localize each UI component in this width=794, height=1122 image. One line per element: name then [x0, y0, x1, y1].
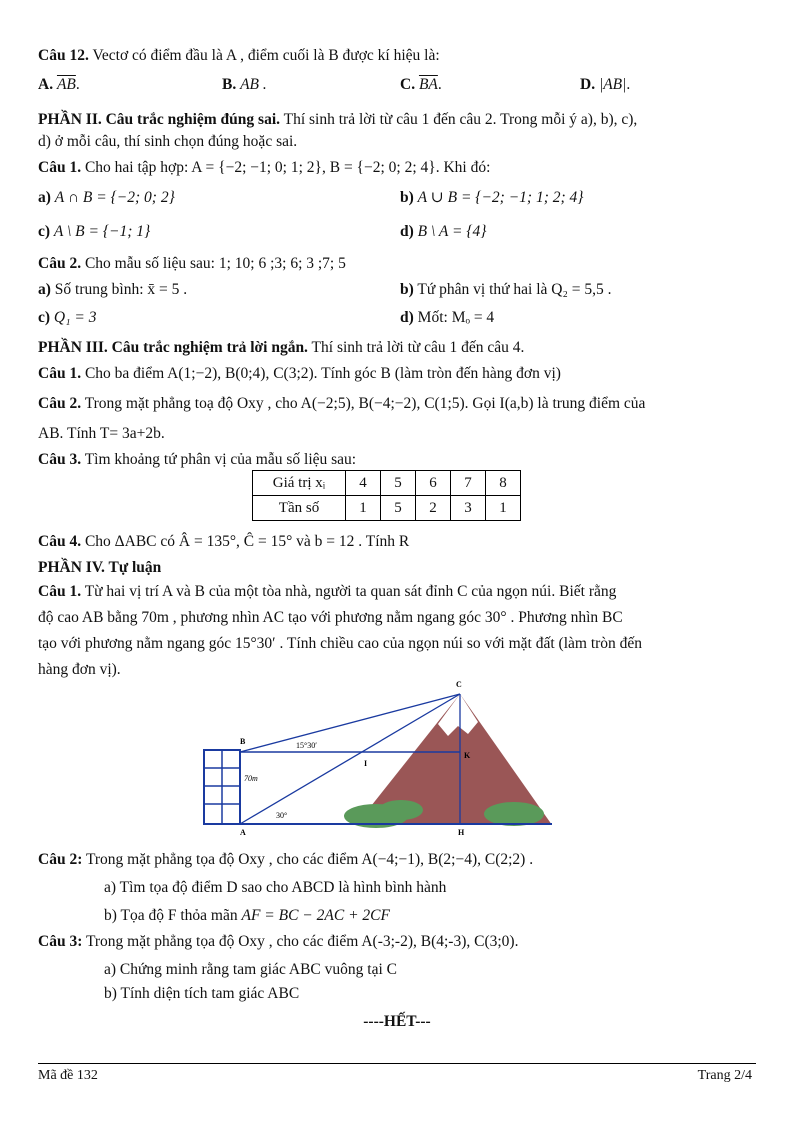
label-h: H: [458, 828, 465, 837]
p4-q1: [38, 582, 752, 602]
table-cell: 5: [381, 471, 416, 496]
part4-title: PHẦN IV. Tự luận: [38, 559, 162, 576]
q12-option-a: [38, 75, 80, 95]
bush-left-2: [379, 800, 423, 820]
part3-intro-text: Thí sinh trả lời từ câu 1 đến câu 4.: [311, 339, 525, 356]
p4-q1-line4: hàng đơn vị).: [38, 661, 121, 678]
p2-q2-c: [38, 308, 96, 328]
option-text: |AB|: [598, 76, 627, 93]
item-key: a): [38, 189, 51, 206]
table-cell: 4: [346, 471, 381, 496]
p3-q1-label: Câu 1.: [38, 365, 82, 382]
table-row: [253, 496, 521, 521]
table-cell: 7: [451, 471, 486, 496]
p4-q1-line2: độ cao AB bằng 70m , phương nhìn AC tạo với phương nằm ngang góc 30° . Phương nhìn BC: [38, 609, 623, 626]
part3-intro: [38, 338, 752, 358]
item-text: B \ A = {4}: [417, 223, 487, 240]
option-text: $\overline{BA}$: [418, 76, 438, 93]
p3-q3-text: Tìm khoảng tứ phân vị của mẫu số liệu sau:: [84, 451, 357, 468]
table-row: [253, 471, 521, 496]
label-1530: 15°30′: [296, 741, 317, 750]
p3-q2: [38, 394, 752, 414]
part2-intro-2: d) ở mỗi câu, thí sinh chọn đúng hoặc sai.: [38, 133, 298, 150]
p2-q2-text: Cho mẫu số liệu sau: 1; 10; 6 ;3; 6; 3 ;7; 5: [84, 255, 346, 272]
p4-q2-label: Câu 2:: [38, 851, 83, 868]
q12-option-b: [222, 75, 267, 95]
option-text: AB .: [240, 76, 267, 93]
item-text: Q₁ = 3: [53, 309, 97, 326]
p4-q2b: [104, 906, 752, 926]
p4-q3b: b) Tính diện tích tam giác ABC: [104, 985, 300, 1002]
q12-text: Vectơ có điểm đầu là A , điểm cuối là B được kí hiệu là:: [92, 47, 440, 64]
item-key: b): [400, 281, 414, 298]
frequency-table: [252, 470, 521, 521]
option-key: A.: [38, 76, 54, 93]
part3-title: PHẦN III. Câu trắc nghiệm trả lời ngắn.: [38, 339, 308, 356]
p4-q1-text: Từ hai vị trí A và B của một tòa nhà, người ta quan sát đỉnh C của ngọn núi. Biết rằng: [84, 583, 617, 600]
label-c: C: [456, 680, 462, 689]
p3-q1: [38, 364, 752, 384]
option-suffix: .: [626, 76, 631, 93]
p4-q3-text: Trong mặt phẳng tọa độ Oxy , cho các điểm A(-3;-2), B(4;-3), C(3;0).: [85, 933, 519, 950]
p4-q3a: a) Chứng minh rằng tam giác ABC vuông tại C: [104, 961, 397, 978]
p3-q2-label: Câu 2.: [38, 395, 82, 412]
q12-line: [38, 46, 752, 66]
p3-q4: [38, 532, 752, 552]
p2-q1-c: [38, 222, 150, 242]
p4-q2-text: Trong mặt phẳng tọa độ Oxy , cho các điểm A(−4;−1), B(2;−4), C(2;2) .: [85, 851, 534, 868]
end-marker: ----HẾT---: [363, 1013, 431, 1030]
option-text: $\overline{AB}$: [56, 76, 76, 93]
p2-q2-a: [38, 280, 187, 300]
item-text: A ∩ B = {−2; 0; 2}: [54, 189, 175, 206]
table-head: Giá trị xᵢ: [253, 471, 346, 496]
p2-q1: [38, 158, 752, 178]
p3-q2-text: Trong mặt phẳng toạ độ Oxy , cho A(−2;5), B(−4;−2), C(1;5). Gọi I(a,b) là trung điểm của: [84, 395, 646, 412]
option-suffix: .: [75, 76, 80, 93]
table-cell: 2: [416, 496, 451, 521]
item-text: Tứ phân vị thứ hai là Q₂ = 5,5 .: [417, 281, 612, 298]
p2-q1-b: [400, 188, 584, 208]
p2-q1-text: Cho hai tập hợp: A = {−2; −1; 0; 1; 2}, B = {−2; 0; 2; 4}. Khi đó:: [84, 159, 491, 176]
option-key: C.: [400, 76, 416, 93]
p3-q2-line2: AB. Tính T= 3a+2b.: [38, 425, 165, 442]
p2-q2: [38, 254, 752, 274]
exam-code: Mã đề 132: [38, 1068, 98, 1083]
p2-q1-d: [400, 222, 486, 242]
mountain-figure: [196, 678, 556, 838]
p4-q3-label: Câu 3:: [38, 933, 83, 950]
item-text: A \ B = {−1; 1}: [53, 223, 151, 240]
p4-q2b-prefix: b) Tọa độ F thỏa mãn: [104, 907, 238, 924]
part2-intro-1: Thí sinh trả lời từ câu 1 đến câu 2. Trong mỗi ý a), b), c),: [283, 111, 638, 128]
p3-q1-text: Cho ba điểm A(1;−2), B(0;4), C(3;2). Tính góc B (làm tròn đến hàng đơn vị): [84, 365, 561, 382]
p2-q2-b: [400, 280, 612, 300]
p3-q4-label: Câu 4.: [38, 533, 82, 550]
option-key: B.: [222, 76, 237, 93]
table-cell: 6: [416, 471, 451, 496]
p4-q1-label: Câu 1.: [38, 583, 82, 600]
label-70m: 70m: [244, 774, 258, 783]
item-key: a): [38, 281, 51, 298]
p4-q3: [38, 932, 752, 952]
p3-q3: [38, 450, 752, 470]
q12-option-d: [580, 75, 630, 95]
p4-q2: [38, 850, 752, 870]
table-cell: 3: [451, 496, 486, 521]
item-key: b): [400, 189, 414, 206]
option-suffix: .: [437, 76, 442, 93]
p2-q1-label: Câu 1.: [38, 159, 82, 176]
item-text: A ∪ B = {−2; −1; 1; 2; 4}: [417, 189, 584, 206]
p2-q2-d: [400, 308, 494, 328]
table-head: Tần số: [253, 496, 346, 521]
part2-intro: [38, 110, 752, 130]
p3-q4-text: Cho ΔABC có Â = 135°, Ĉ = 15° và b = 12 . Tính R: [84, 533, 410, 550]
bush-right: [484, 802, 544, 826]
label-i: I: [364, 759, 368, 768]
q12-label: Câu 12.: [38, 47, 89, 64]
p4-q1-line3: tạo với phương nằm ngang góc 15°30′ . Tính chiều cao của ngọn núi so với mặt đất (làm tròn đến: [38, 635, 643, 652]
table-cell: 1: [486, 496, 521, 521]
item-key: d): [400, 223, 414, 240]
label-a: A: [240, 828, 246, 837]
label-k: K: [464, 751, 471, 760]
item-key: c): [38, 223, 51, 240]
p2-q1-a: [38, 188, 175, 208]
item-key: d): [400, 309, 414, 326]
table-cell: 1: [346, 496, 381, 521]
p2-q2-label: Câu 2.: [38, 255, 82, 272]
part2-title: PHẦN II. Câu trắc nghiệm đúng sai.: [38, 111, 280, 128]
footer-divider: [38, 1063, 756, 1064]
table-cell: 5: [381, 496, 416, 521]
label-30deg: 30°: [276, 811, 288, 820]
q12-option-c: [400, 75, 442, 95]
page-number: Trang 2/4: [697, 1068, 752, 1083]
table-cell: 8: [486, 471, 521, 496]
item-text: Số trung bình: x̄ = 5 .: [54, 281, 188, 298]
label-b: B: [240, 737, 246, 746]
p3-q3-label: Câu 3.: [38, 451, 82, 468]
option-key: D.: [580, 76, 596, 93]
p4-q2a: a) Tìm tọa độ điểm D sao cho ABCD là hình bình hành: [104, 879, 447, 896]
item-key: c): [38, 309, 51, 326]
item-text: Mốt: Mₒ = 4: [417, 309, 495, 326]
p4-q2b-formula: AF = BC − 2AC + 2CF: [241, 907, 390, 924]
